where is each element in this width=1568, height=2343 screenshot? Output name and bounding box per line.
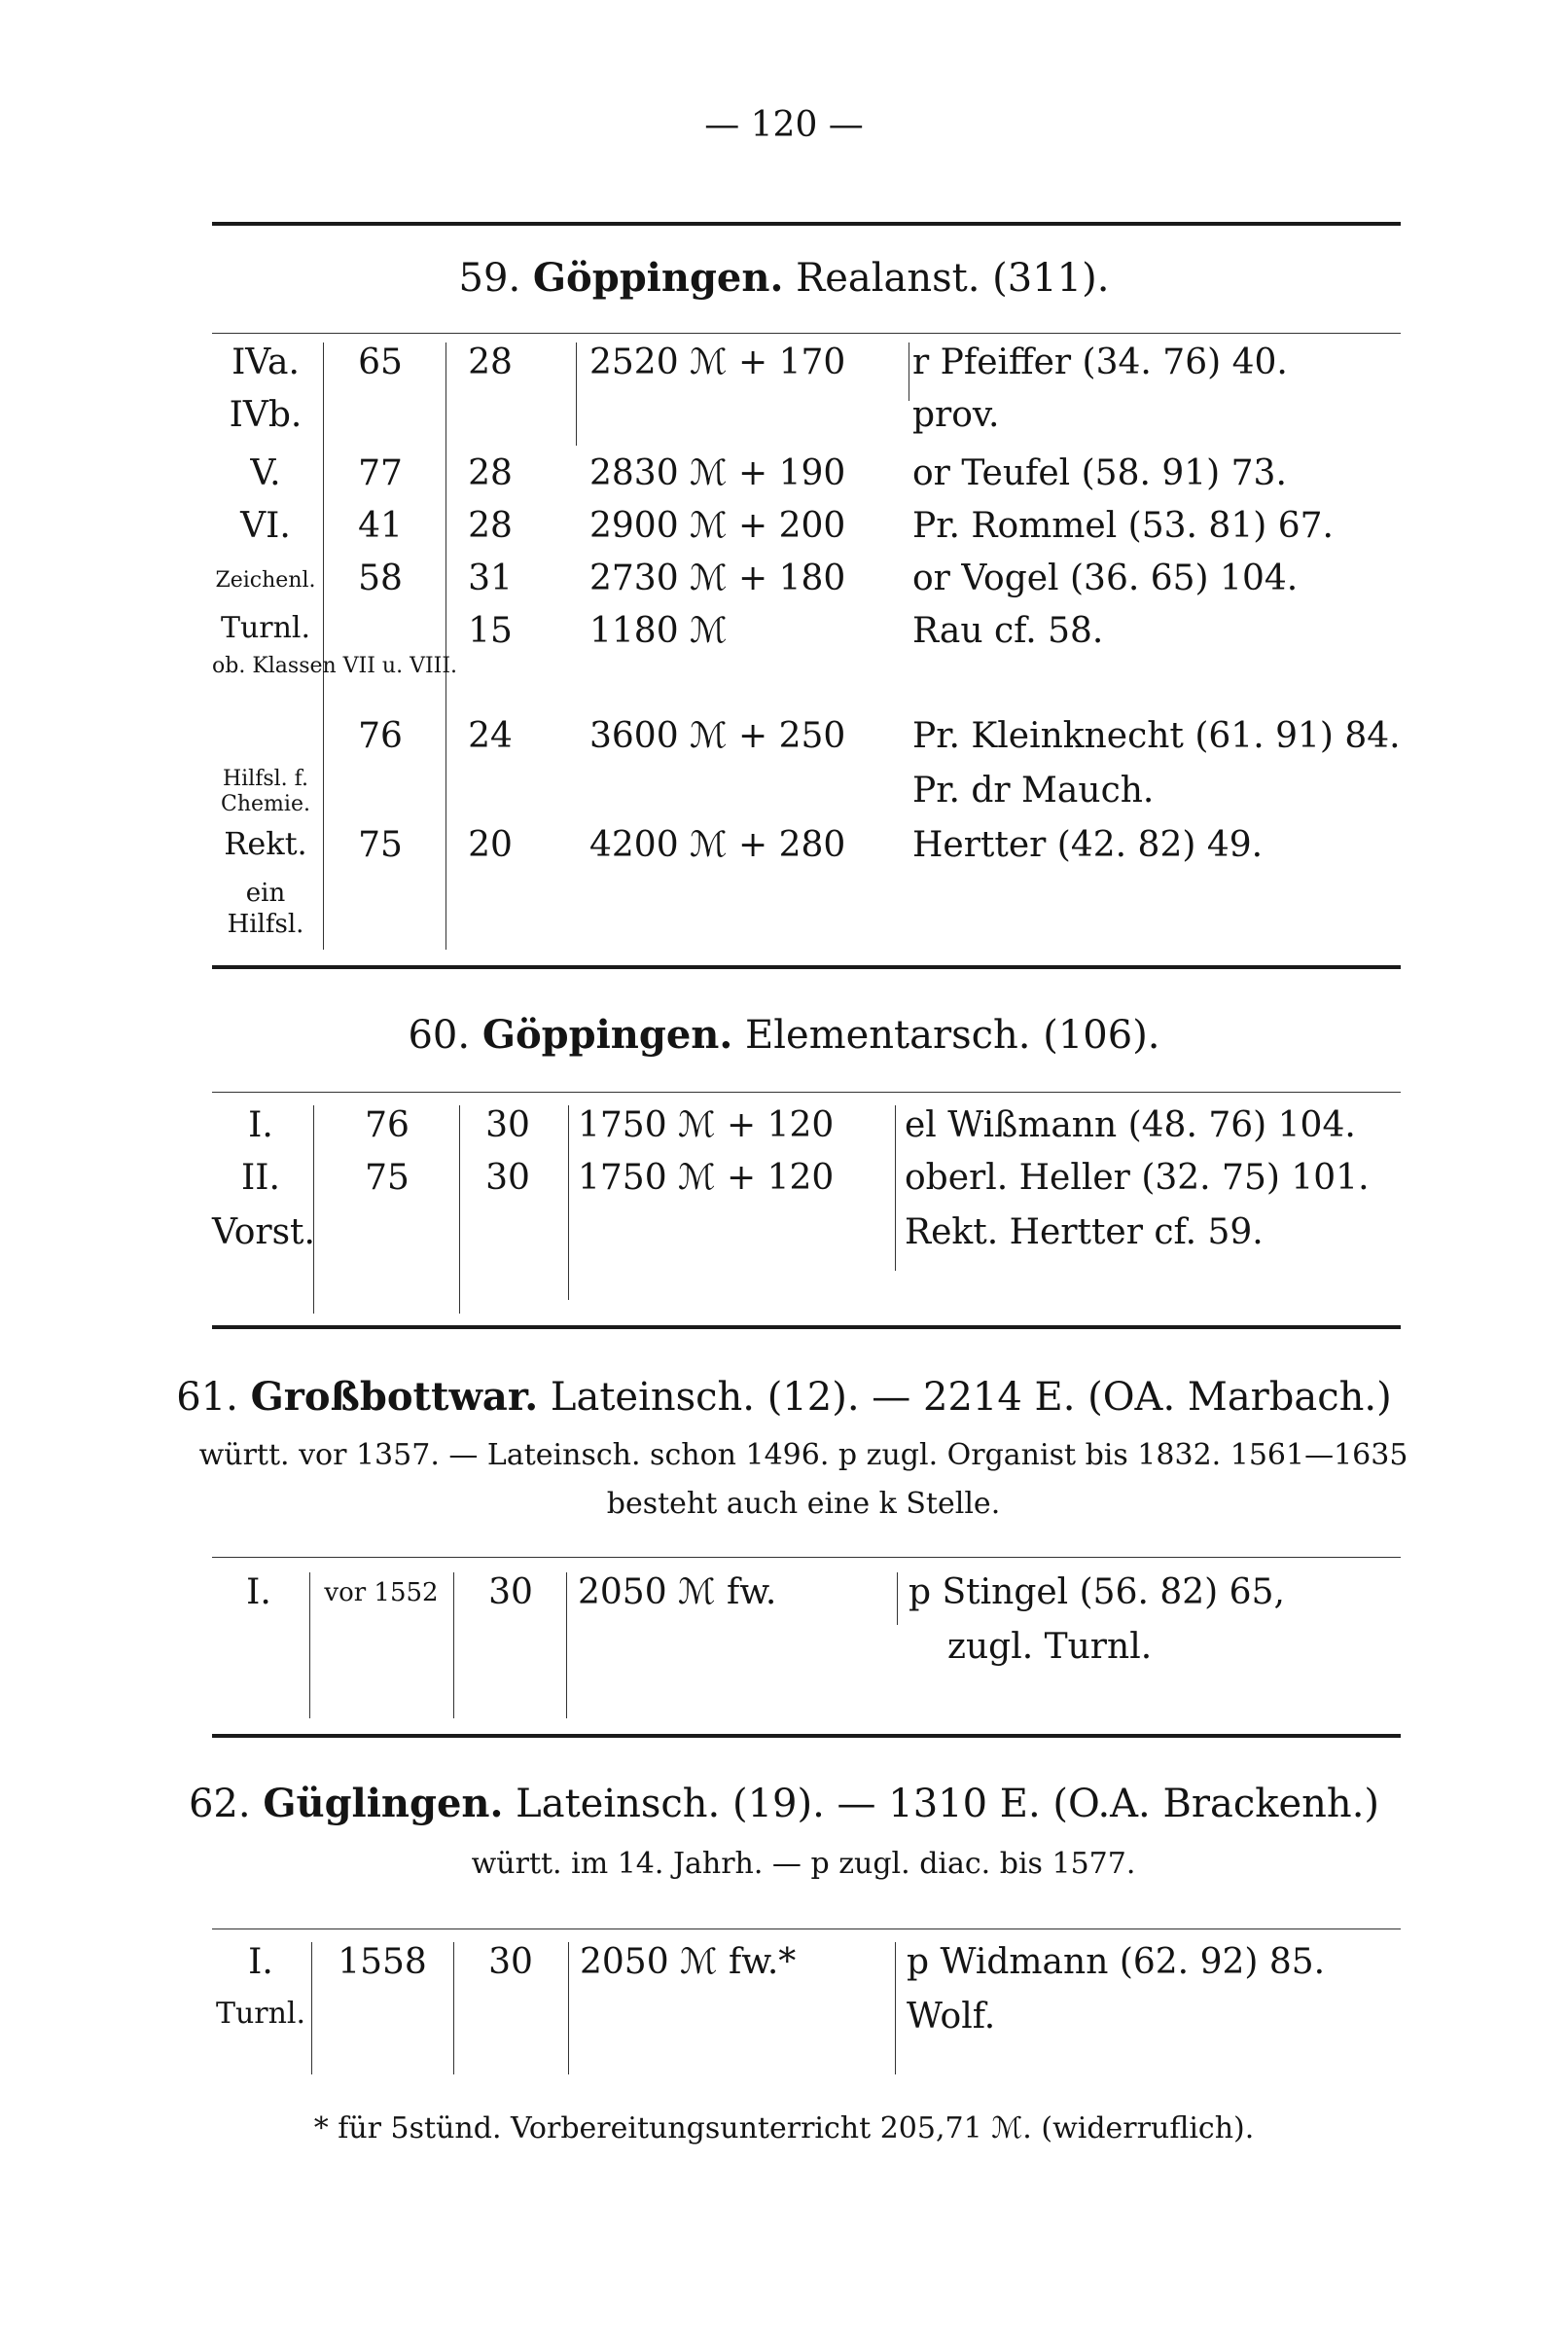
class-cell: I. [248, 1942, 273, 1982]
class-cell: I. [248, 1105, 273, 1145]
section-place: Güglingen. [263, 1781, 504, 1826]
hours-cell: 31 [468, 559, 513, 598]
class-cell: V. [250, 453, 281, 493]
table-row [212, 825, 1401, 878]
teacher-cell: Pr. Kleinknecht (61. 91) 84. [912, 716, 1401, 756]
section-number: 62. [188, 1782, 251, 1826]
class-cell: Vorst. [212, 1212, 315, 1252]
class-cell: Turnl. [215, 1997, 306, 2031]
section-note: besteht auch eine k Stelle. [606, 1487, 1001, 1521]
salary-cell: 3600 ℳ + 250 [589, 716, 846, 756]
pupils-cell: 41 [358, 506, 403, 546]
table-top-rule [212, 1557, 1401, 1558]
section-rule [212, 1734, 1401, 1738]
hours-cell: 20 [468, 825, 513, 865]
class-cell: II. [241, 1158, 280, 1198]
page-number: — 120 — [704, 105, 864, 145]
class-cell: Hilfsl. f. Chemie. [221, 767, 310, 816]
table-row [212, 395, 1401, 448]
section-paren: (311). [992, 256, 1110, 301]
table-row [212, 1942, 1401, 1995]
class-cell: Zeichenl. [215, 568, 316, 593]
hours-cell: 28 [468, 453, 513, 493]
section-place: Göppingen. [481, 1012, 733, 1058]
section-number: 61. [176, 1375, 238, 1420]
table-top-rule [212, 1928, 1401, 1929]
teacher-cell: oberl. Heller (32. 75) 101. [905, 1158, 1370, 1198]
table-row [212, 767, 1401, 823]
pupils-cell: 75 [358, 825, 403, 865]
section-rule [212, 965, 1401, 969]
section-heading-60 [0, 1012, 1568, 1058]
salary-cell: 1180 ℳ [589, 611, 728, 651]
table-row [212, 1212, 1401, 1265]
section-type: Lateinsch. [516, 1782, 721, 1826]
table-top-rule [212, 1092, 1401, 1093]
table-row [212, 1105, 1401, 1158]
salary-cell: 2900 ℳ + 200 [589, 506, 846, 546]
class-cell: ein Hilfsl. [227, 879, 304, 939]
section-rule [212, 222, 1401, 226]
class-cell: ob. Klassen VII u. VIII. [212, 654, 458, 678]
salary-cell: 4200 ℳ + 280 [589, 825, 846, 865]
table-row [212, 878, 1401, 950]
salary-cell: 2830 ℳ + 190 [589, 453, 846, 493]
section-number: 59. [458, 256, 521, 301]
pupils-cell: 76 [365, 1105, 410, 1145]
section-heading-59 [0, 255, 1568, 301]
hours-cell: 30 [488, 1572, 533, 1612]
class-cell: VI. [240, 506, 291, 546]
section-type: Realanst. [796, 256, 980, 301]
teacher-cell: zugl. Turnl. [947, 1627, 1153, 1667]
teacher-cell: Hertter (42. 82) 49. [912, 825, 1264, 865]
teacher-cell: or Vogel (36. 65) 104. [912, 559, 1299, 598]
table-row [212, 1158, 1401, 1210]
pupils-cell: vor 1552 [324, 1578, 439, 1607]
class-cell: IVa. [232, 342, 300, 382]
table-row [212, 1997, 1401, 2049]
teacher-cell: Pr. Rommel (53. 81) 67. [912, 506, 1334, 546]
pupils-cell: 58 [358, 559, 403, 598]
section-extra: — 1310 E. (O.A. Brackenh.) [837, 1782, 1380, 1826]
section-number: 60. [408, 1013, 471, 1058]
section-note: württ. vor 1357. — Lateinsch. schon 1496. p zugl. Organist bis 1832. 1561—1635 [198, 1438, 1408, 1472]
teacher-cell: p Stingel (56. 82) 65, [909, 1572, 1285, 1612]
section-extra: — 2214 E. (OA. Marbach.) [872, 1375, 1392, 1420]
table-row [212, 1627, 1401, 1679]
class-cell: Turnl. [220, 611, 311, 645]
teacher-cell: Rekt. Hertter cf. 59. [905, 1212, 1264, 1252]
section-heading-62 [0, 1781, 1568, 1826]
footnote: * für 5stünd. Vorbereitungsunterricht 205,71 ℳ. (widerruflich). [313, 2111, 1255, 2145]
salary-cell: 1750 ℳ + 120 [578, 1158, 835, 1198]
table-row [212, 654, 1401, 703]
class-cell: IVb. [229, 395, 303, 435]
teacher-cell: Wolf. [907, 1997, 996, 2037]
table-row [212, 506, 1401, 559]
section-note: württ. im 14. Jahrh. — p zugl. diac. bis 1577. [471, 1847, 1136, 1881]
teacher-cell: or Teufel (58. 91) 73. [912, 453, 1287, 493]
pupils-cell: 1558 [338, 1942, 427, 1982]
table-row [212, 453, 1401, 506]
hours-cell: 28 [468, 506, 513, 546]
section-place: Göppingen. [532, 255, 784, 301]
table-top-rule [212, 333, 1401, 334]
hours-cell: 28 [468, 342, 513, 382]
teacher-cell: Rau cf. 58. [912, 611, 1104, 651]
section-rule [212, 1325, 1401, 1329]
table-row [212, 342, 1401, 395]
salary-cell: 1750 ℳ + 120 [578, 1105, 835, 1145]
hours-cell: 15 [468, 611, 513, 651]
pupils-cell: 75 [365, 1158, 410, 1198]
teacher-cell: p Widmann (62. 92) 85. [907, 1942, 1326, 1982]
table-61 [212, 1572, 1401, 1728]
table-60 [212, 1105, 1401, 1319]
section-place: Großbottwar. [250, 1374, 539, 1420]
class-cell: I. [246, 1572, 271, 1612]
salary-cell: 2050 ℳ fw. [578, 1572, 777, 1612]
pupils-cell: 77 [358, 453, 403, 493]
table-row [212, 1572, 1401, 1625]
section-paren: (106). [1043, 1013, 1160, 1058]
section-paren: (12). [766, 1375, 860, 1420]
hours-cell: 24 [468, 716, 513, 756]
salary-cell: 2050 ℳ fw.* [580, 1942, 797, 1982]
table-62 [212, 1942, 1401, 2088]
hours-cell: 30 [485, 1158, 530, 1198]
salary-cell: 2730 ℳ + 180 [589, 559, 846, 598]
pupils-cell: 65 [358, 342, 403, 382]
table-59 [212, 342, 1401, 955]
class-cell: Rekt. [224, 825, 307, 862]
teacher-cell: r Pfeiffer (34. 76) 40. [912, 342, 1288, 382]
hours-cell: 30 [485, 1105, 530, 1145]
teacher-cell: prov. [912, 395, 1000, 435]
table-row [212, 716, 1401, 769]
table-row [212, 559, 1401, 611]
section-paren: (19). [732, 1782, 825, 1826]
section-type: Lateinsch. [550, 1375, 756, 1420]
salary-cell: 2520 ℳ + 170 [589, 342, 846, 382]
teacher-cell: Pr. dr Mauch. [912, 771, 1155, 811]
hours-cell: 30 [488, 1942, 533, 1982]
section-heading-61 [0, 1374, 1568, 1420]
section-type: Elementarsch. [745, 1013, 1031, 1058]
teacher-cell: el Wißmann (48. 76) 104. [905, 1105, 1356, 1145]
pupils-cell: 76 [358, 716, 403, 756]
